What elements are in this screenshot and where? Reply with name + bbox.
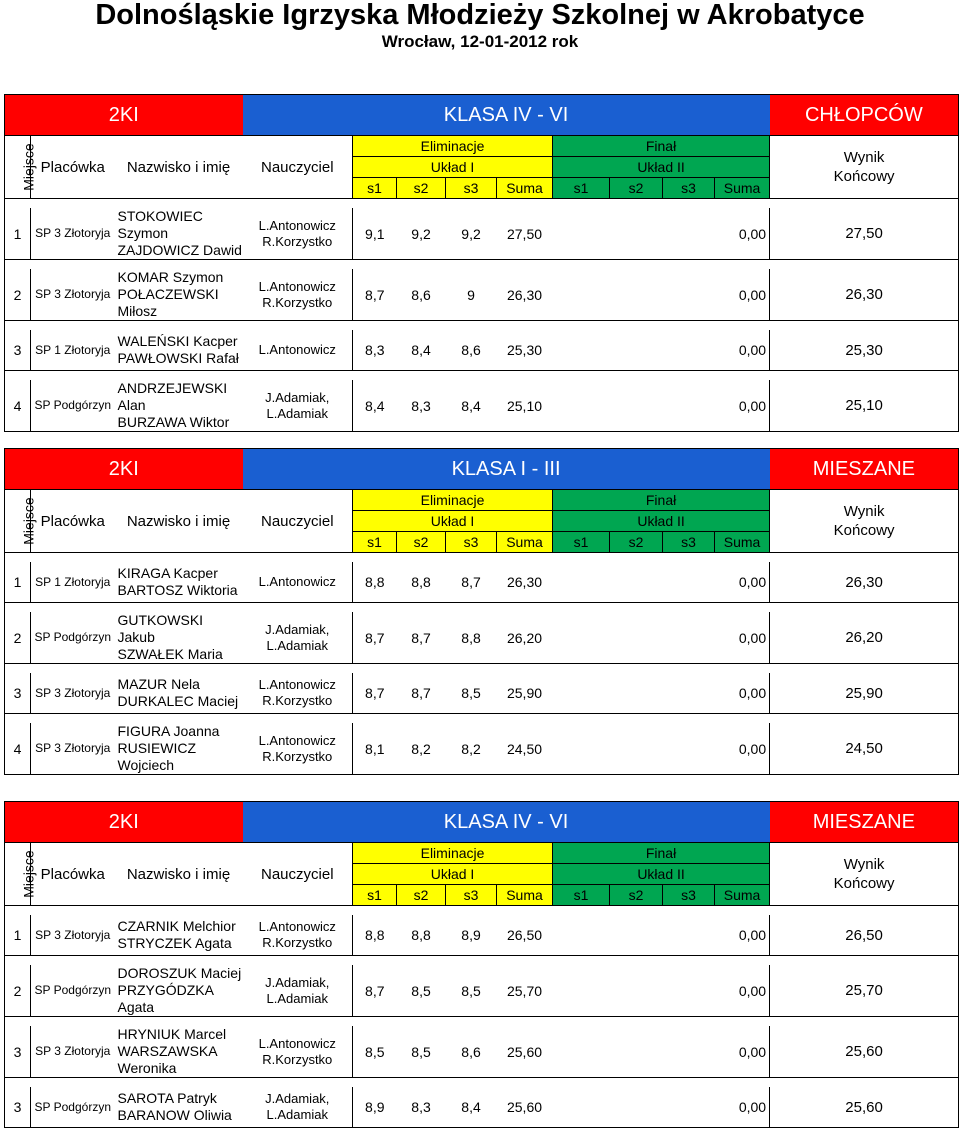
score-s2: 9,2 <box>397 208 446 260</box>
final-suma: 0,00 <box>715 562 770 603</box>
competitor-name: FIGURA Joanna <box>117 723 220 739</box>
school-cell: SP Podgórzyn <box>31 380 115 432</box>
school-cell: SP Podgórzyn <box>31 965 115 1017</box>
header-final-s2: s2 <box>610 532 663 553</box>
header-nauczyciel: Nauczyciel <box>243 843 353 906</box>
header-miejsce: Miejsce <box>20 497 37 545</box>
score-s1: 8,9 <box>353 1087 397 1128</box>
final-suma: 0,00 <box>715 1026 770 1078</box>
place-cell: 3 <box>5 330 31 371</box>
results-table <box>4 448 959 775</box>
header-placowka: Placówka <box>31 136 115 199</box>
teacher-cell: L.Antonowicz R.Korzystko <box>243 269 353 321</box>
final-suma: 0,00 <box>715 915 770 956</box>
header-final-s1: s1 <box>553 885 610 906</box>
header-final-s2: s2 <box>610 178 663 199</box>
place-cell: 1 <box>5 208 31 260</box>
school-cell: SP 1 Złotoryja <box>31 562 115 603</box>
competitor-name: WARSZAWSKA Weronika <box>117 1043 217 1076</box>
header-nazwisko: Nazwisko i imię <box>115 843 243 906</box>
score-suma: 26,30 <box>497 562 553 603</box>
header-final-s1: s1 <box>553 178 610 199</box>
competitor-name: GUTKOWSKI Jakub <box>117 612 204 645</box>
score-suma: 26,50 <box>497 915 553 956</box>
school-cell: SP 3 Złotoryja <box>31 723 115 775</box>
section-class: KLASA IV - VI <box>243 802 770 843</box>
table-row <box>5 380 959 432</box>
school-cell: SP Podgórzyn <box>31 612 115 664</box>
teacher-cell: J.Adamiak, L.Adamiak <box>243 965 353 1017</box>
section-code: 2KI <box>5 449 243 490</box>
header-elim-s2: s2 <box>397 178 446 199</box>
header-final-suma: Suma <box>715 532 770 553</box>
final-suma: 0,00 <box>715 269 770 321</box>
competitor-name: RUSIEWICZ Wojciech <box>117 740 197 773</box>
competitor-name: WALEŃSKI Kacper <box>117 333 238 349</box>
competitor-name: MAZUR Nela <box>117 676 200 692</box>
final-suma: 0,00 <box>715 330 770 371</box>
score-s3: 9,2 <box>446 208 497 260</box>
school-cell: SP Podgórzyn <box>31 1087 115 1128</box>
teacher-cell: L.Antonowicz R.Korzystko <box>243 723 353 775</box>
header-elim-s3: s3 <box>446 178 497 199</box>
competitor-name: DOROSZUK Maciej <box>117 965 242 981</box>
final-suma: 0,00 <box>715 208 770 260</box>
score-s1: 8,8 <box>353 915 397 956</box>
table-row <box>5 562 959 603</box>
header-elim-suma: Suma <box>497 532 553 553</box>
teacher-cell: J.Adamiak, L.Adamiak <box>243 612 353 664</box>
score-s3: 8,9 <box>446 915 497 956</box>
score-suma: 26,30 <box>497 269 553 321</box>
score-s1: 8,7 <box>353 965 397 1017</box>
header-final-s3: s3 <box>663 532 715 553</box>
header-final-s3: s3 <box>663 885 715 906</box>
section-banner <box>5 95 959 136</box>
header-uklad-2: Układ II <box>553 157 770 178</box>
score-s2: 8,8 <box>397 915 446 956</box>
score-s2: 8,4 <box>397 330 446 371</box>
table-row <box>5 269 959 321</box>
table-row <box>5 330 959 371</box>
header-uklad-1: Układ I <box>353 157 553 178</box>
header-final-s2: s2 <box>610 885 663 906</box>
place-cell: 2 <box>5 269 31 321</box>
place-cell: 4 <box>5 723 31 775</box>
competitor-name: PRZYGÓDZKA Agata <box>117 982 214 1015</box>
score-s3: 8,6 <box>446 330 497 371</box>
competitor-name: POŁACZEWSKI Miłosz <box>117 286 219 319</box>
score-s2: 8,8 <box>397 562 446 603</box>
score-s3: 8,6 <box>446 1026 497 1078</box>
score-s2: 8,3 <box>397 1087 446 1128</box>
place-cell: 2 <box>5 612 31 664</box>
score-suma: 24,50 <box>497 723 553 775</box>
score-s1: 8,8 <box>353 562 397 603</box>
place-cell: 2 <box>5 965 31 1017</box>
score-s3: 8,4 <box>446 380 497 432</box>
competitor-name: KIRAGA Kacper <box>117 565 218 581</box>
place-cell: 1 <box>5 915 31 956</box>
table-row <box>5 612 959 664</box>
score-s3: 8,5 <box>446 673 497 714</box>
header-uklad-2: Układ II <box>553 864 770 885</box>
score-s1: 8,1 <box>353 723 397 775</box>
school-cell: SP 3 Złotoryja <box>31 208 115 260</box>
final-result: 26,30 <box>770 269 959 321</box>
teacher-cell: J.Adamiak, L.Adamiak <box>243 1087 353 1128</box>
place-cell: 1 <box>5 562 31 603</box>
final-suma: 0,00 <box>715 965 770 1017</box>
header-wynik: Wynik <box>843 149 885 166</box>
teacher-cell: L.Antonowicz <box>243 330 353 371</box>
header-elim-s3: s3 <box>446 885 497 906</box>
header-nauczyciel: Nauczyciel <box>243 490 353 553</box>
competitor-name: SZWAŁEK Maria <box>117 646 223 662</box>
header-elim-s1: s1 <box>353 885 397 906</box>
final-result: 25,60 <box>770 1026 959 1078</box>
score-suma: 25,30 <box>497 330 553 371</box>
competitor-name: CZARNIK Melchior <box>117 918 236 934</box>
header-eliminacje: Eliminacje <box>353 490 553 511</box>
competitor-name: HRYNIUK Marcel <box>117 1026 227 1042</box>
table-row <box>5 673 959 714</box>
score-s3: 9 <box>446 269 497 321</box>
score-s1: 8,7 <box>353 612 397 664</box>
header-uklad-1: Układ I <box>353 864 553 885</box>
score-s3: 8,2 <box>446 723 497 775</box>
final-result: 26,30 <box>770 562 959 603</box>
competitor-name: BARTOSZ Wiktoria <box>117 582 238 598</box>
score-s1: 9,1 <box>353 208 397 260</box>
table-row <box>5 1087 959 1128</box>
score-s1: 8,4 <box>353 380 397 432</box>
section-class: KLASA I - III <box>243 449 770 490</box>
score-s2: 8,6 <box>397 269 446 321</box>
section-code: 2KI <box>5 802 243 843</box>
school-cell: SP 3 Złotoryja <box>31 1026 115 1078</box>
table-row <box>5 723 959 775</box>
teacher-cell: L.Antonowicz R.Korzystko <box>243 1026 353 1078</box>
header-wynik: Wynik <box>843 856 885 873</box>
place-cell: 3 <box>5 673 31 714</box>
header-final: Finał <box>553 490 770 511</box>
header-wynik: Wynik <box>843 503 885 520</box>
header-uklad-1: Układ I <box>353 511 553 532</box>
final-result: 25,30 <box>770 330 959 371</box>
score-s1: 8,5 <box>353 1026 397 1078</box>
final-suma: 0,00 <box>715 380 770 432</box>
header-final-s1: s1 <box>553 532 610 553</box>
section-code: 2KI <box>5 95 243 136</box>
competitor-name: SAROTA Patryk <box>117 1090 217 1106</box>
score-s2: 8,2 <box>397 723 446 775</box>
school-cell: SP 1 Złotoryja <box>31 330 115 371</box>
section-class: KLASA IV - VI <box>243 95 770 136</box>
header-koncowy: Końcowy <box>833 875 895 892</box>
header-elim-s1: s1 <box>353 178 397 199</box>
competitor-name: STRYCZEK Agata <box>117 935 232 951</box>
table-row <box>5 1026 959 1078</box>
header-uklad-2: Układ II <box>553 511 770 532</box>
header-placowka: Placówka <box>31 490 115 553</box>
competitor-name: KOMAR Szymon <box>117 269 224 285</box>
score-suma: 27,50 <box>497 208 553 260</box>
final-suma: 0,00 <box>715 673 770 714</box>
score-s3: 8,7 <box>446 562 497 603</box>
score-s2: 8,7 <box>397 612 446 664</box>
score-suma: 25,10 <box>497 380 553 432</box>
table-row <box>5 965 959 1017</box>
page-subtitle: Wrocław, 12-01-2012 rok <box>381 32 579 51</box>
header-koncowy: Końcowy <box>833 168 895 185</box>
teacher-cell: L.Antonowicz <box>243 562 353 603</box>
final-result: 24,50 <box>770 723 959 775</box>
section-category: CHŁOPCÓW <box>770 95 959 136</box>
place-cell: 3 <box>5 1026 31 1078</box>
header-elim-s3: s3 <box>446 532 497 553</box>
final-result: 26,20 <box>770 612 959 664</box>
header-elim-suma: Suma <box>497 178 553 199</box>
results-table <box>4 801 959 1128</box>
section-category: MIESZANE <box>770 449 959 490</box>
competitor-name: PAWŁOWSKI Rafał <box>117 350 239 366</box>
header-miejsce: Miejsce <box>20 850 37 898</box>
competitor-name: BARANOW Oliwia <box>117 1107 232 1123</box>
teacher-cell: L.Antonowicz R.Korzystko <box>243 915 353 956</box>
score-suma: 25,90 <box>497 673 553 714</box>
score-s2: 8,7 <box>397 673 446 714</box>
final-suma: 0,00 <box>715 1087 770 1128</box>
final-suma: 0,00 <box>715 723 770 775</box>
score-s3: 8,5 <box>446 965 497 1017</box>
results-table <box>4 94 959 432</box>
header-eliminacje: Eliminacje <box>353 136 553 157</box>
score-s2: 8,5 <box>397 1026 446 1078</box>
competitor-name: DURKALEC Maciej <box>117 693 239 709</box>
score-suma: 26,20 <box>497 612 553 664</box>
final-result: 26,50 <box>770 915 959 956</box>
school-cell: SP 3 Złotoryja <box>31 673 115 714</box>
competitor-name: ANDRZEJEWSKI Alan <box>117 380 228 413</box>
section-banner <box>5 802 959 843</box>
header-placowka: Placówka <box>31 843 115 906</box>
place-cell: 4 <box>5 380 31 432</box>
final-suma: 0,00 <box>715 612 770 664</box>
header-nazwisko: Nazwisko i imię <box>115 136 243 199</box>
place-cell: 3 <box>5 1087 31 1128</box>
header-nazwisko: Nazwisko i imię <box>115 490 243 553</box>
header-final-suma: Suma <box>715 885 770 906</box>
score-s1: 8,7 <box>353 673 397 714</box>
header-final-suma: Suma <box>715 178 770 199</box>
header-final: Finał <box>553 136 770 157</box>
table-row <box>5 208 959 260</box>
score-suma: 25,60 <box>497 1026 553 1078</box>
header-elim-s2: s2 <box>397 532 446 553</box>
section-category: MIESZANE <box>770 802 959 843</box>
score-s3: 8,4 <box>446 1087 497 1128</box>
competitor-name: BURZAWA Wiktor <box>117 414 230 430</box>
teacher-cell: J.Adamiak, L.Adamiak <box>243 380 353 432</box>
school-cell: SP 3 Złotoryja <box>31 269 115 321</box>
teacher-cell: L.Antonowicz R.Korzystko <box>243 673 353 714</box>
score-suma: 25,60 <box>497 1087 553 1128</box>
page-title: Dolnośląskie Igrzyska Młodzieży Szkolnej w Akrobatyce <box>95 0 865 31</box>
final-result: 25,70 <box>770 965 959 1017</box>
competitor-name: STOKOWIEC Szymon <box>117 208 203 241</box>
final-result: 25,10 <box>770 380 959 432</box>
teacher-cell: L.Antonowicz R.Korzystko <box>243 208 353 260</box>
score-s1: 8,3 <box>353 330 397 371</box>
section-banner <box>5 449 959 490</box>
header-eliminacje: Eliminacje <box>353 843 553 864</box>
school-cell: SP 3 Złotoryja <box>31 915 115 956</box>
header-elim-suma: Suma <box>497 885 553 906</box>
header-koncowy: Końcowy <box>833 522 895 539</box>
score-s2: 8,5 <box>397 965 446 1017</box>
header-elim-s2: s2 <box>397 885 446 906</box>
header-final: Finał <box>553 843 770 864</box>
final-result: 27,50 <box>770 208 959 260</box>
header-elim-s1: s1 <box>353 532 397 553</box>
score-suma: 25,70 <box>497 965 553 1017</box>
header-miejsce: Miejsce <box>20 143 37 191</box>
score-s1: 8,7 <box>353 269 397 321</box>
score-s2: 8,3 <box>397 380 446 432</box>
final-result: 25,90 <box>770 673 959 714</box>
competitor-name: ZAJDOWICZ Dawid <box>117 242 242 258</box>
header-final-s3: s3 <box>663 178 715 199</box>
final-result: 25,60 <box>770 1087 959 1128</box>
table-row <box>5 915 959 956</box>
header-nauczyciel: Nauczyciel <box>243 136 353 199</box>
score-s3: 8,8 <box>446 612 497 664</box>
